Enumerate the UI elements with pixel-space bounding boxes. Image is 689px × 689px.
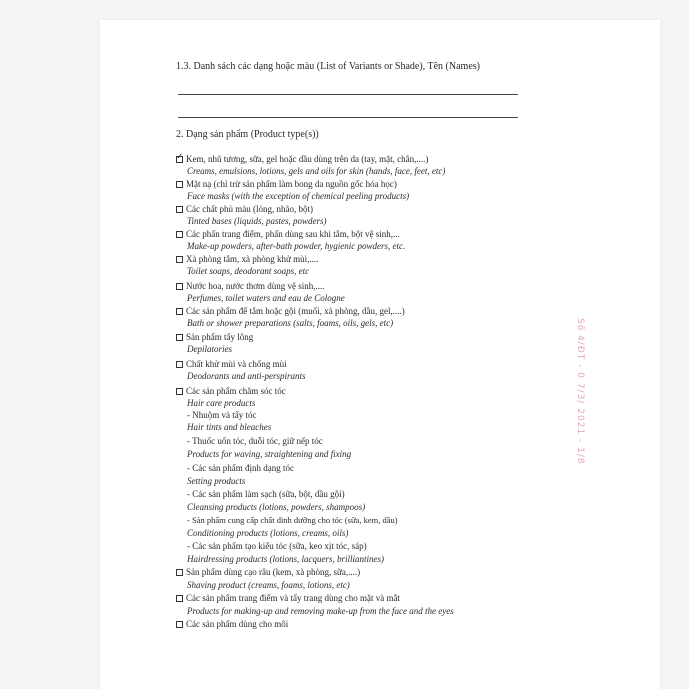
hair-line: Hair care products [187,398,256,408]
blank-line-2 [178,117,518,118]
hair-line: Hair tints and bleaches [187,422,272,432]
checkbox-icon[interactable] [176,334,183,341]
checkbox-icon[interactable] [176,388,183,395]
item-face-eye-makeup-en: Products for making-up and removing make-up from the face and the eyes [187,606,454,616]
checkbox-icon[interactable] [176,361,183,368]
item-make-up-powders-en: Make-up powders, after-bath powder, hygienic powders, etc. [187,241,406,251]
item-toilet-soaps[interactable]: Xà phòng tắm, xà phòng khử mùi,.... [176,254,318,265]
checkbox-icon[interactable] [176,621,183,628]
hair-line: - Các sản phẩm định dạng tóc [187,463,294,473]
item-creams-en: Creams, emulsions, lotions, gels and oils for skin (hands, face, feet, etc) [187,166,446,176]
checkbox-icon[interactable] [176,231,183,238]
item-depilatories-en: Depilatories [187,344,232,354]
item-lip-products[interactable]: Các sản phẩm dùng cho môi [176,619,288,630]
checkbox-icon[interactable] [176,569,183,576]
hair-line: - Các sản phẩm tạo kiểu tóc (sữa, keo xịt tóc, sáp) [187,541,367,551]
item-face-masks-en: Face masks (with the exception of chemical peeling products) [187,191,410,201]
item-toilet-soaps-en: Toilet soaps, deodorant soaps, etc [187,266,310,276]
item-face-masks[interactable]: Mặt nạ (chỉ trừ sản phẩm làm bong da nguồn gốc hóa học) [176,179,397,190]
item-bath-preparations-en: Bath or shower preparations (salts, foams, oils, gels, etc) [187,318,394,328]
item-make-up-powders[interactable]: Các phấn trang điểm, phấn dùng sau khi tắm, bột vệ sinh,... [176,229,400,240]
item-tinted-bases-en: Tinted bases (liquids, pastes, powders) [187,216,327,226]
blank-line-1 [178,94,518,95]
section-2-heading: 2. Dạng sản phẩm (Product type(s)) [176,129,319,140]
hair-line: Hairdressing products (lotions, lacquers, brilliantines) [187,554,384,564]
hair-line: - Sản phẩm cung cấp chất dinh dưỡng cho tóc (sữa, kem, dầu) [187,515,398,525]
hair-line: - Nhuộm và tẩy tóc [187,410,257,420]
item-deodorants-en: Deodorants and anti-perspirants [187,371,306,381]
checkbox-icon[interactable] [176,206,183,213]
item-perfumes-en: Perfumes, toilet waters and eau de Cologne [187,293,345,303]
hair-line: - Các sản phẩm làm sạch (sữa, bột, dầu gội) [187,489,345,499]
item-bath-preparations[interactable]: Các sản phẩm để tắm hoặc gội (muối, xà phòng, dầu, gel,....) [176,306,405,317]
hair-line: - Thuốc uốn tóc, duỗi tóc, giữ nếp tóc [187,436,323,446]
checkbox-icon[interactable] [176,308,183,315]
item-shaving-en: Shaving product (creams, foams, lotions, etc) [187,580,350,590]
item-face-eye-makeup[interactable]: Các sản phẩm trang điểm và tẩy trang dùng cho mặt và mắt [176,593,400,604]
item-tinted-bases[interactable]: Các chất phủ màu (lỏng, nhão, bột) [176,204,313,215]
hair-line: Conditioning products (lotions, creams, oils) [187,528,349,538]
item-deodorants[interactable]: Chất khử mùi và chống mùi [176,359,287,370]
hair-line: Setting products [187,476,246,486]
item-hair-care[interactable]: Các sản phẩm chăm sóc tóc [176,386,286,397]
checkbox-icon[interactable] [176,595,183,602]
checkbox-icon[interactable] [176,256,183,263]
item-creams[interactable]: ✓Kem, nhũ tương, sữa, gel hoặc dầu dùng trên da (tay, mặt, chân,....) [176,154,428,165]
checkbox-icon[interactable] [176,181,183,188]
item-shaving[interactable]: Sản phẩm dùng cạo râu (kem, xà phòng, sữa,....) [176,567,360,578]
hair-line: Products for waving, straightening and fixing [187,449,352,459]
hair-line: Cleansing products (lotions, powders, shampoos) [187,502,366,512]
red-stamp-seal: Số 4/ĐT - 0 7/3/ 2021 - 1/8 [575,318,585,465]
item-depilatories[interactable]: Sản phẩm tẩy lông [176,332,253,343]
item-perfumes[interactable]: Nước hoa, nước thơm dùng vệ sinh,.... [176,281,325,292]
checkbox-checked-icon[interactable] [176,156,183,163]
checkbox-icon[interactable] [176,283,183,290]
section-1-3-heading: 1.3. Danh sách các dạng hoặc màu (List of Variants or Shade), Tên (Names) [176,61,480,72]
